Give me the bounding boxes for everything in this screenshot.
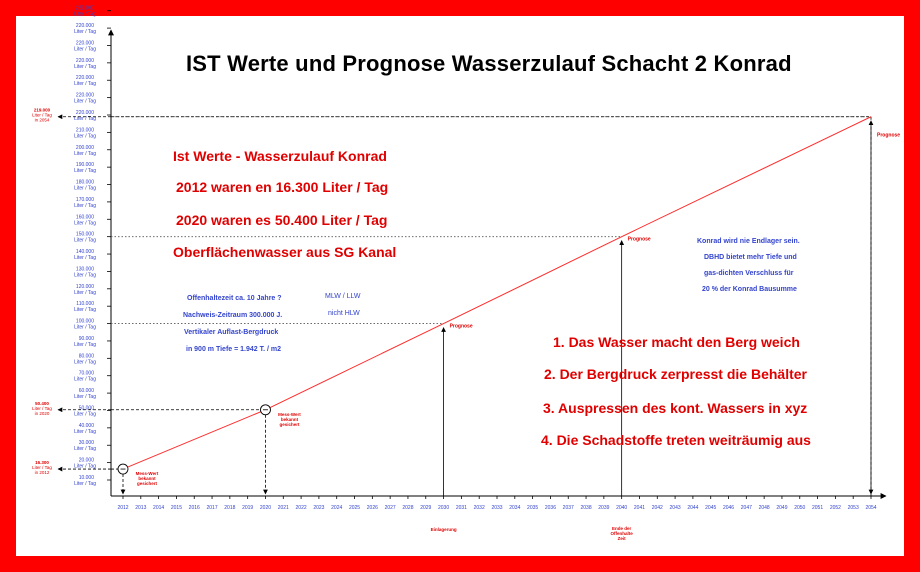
- x-tick-label-9: 2021: [277, 505, 289, 511]
- x-tick-label-22: 2034: [509, 505, 521, 511]
- y-tick-label-23: 220.000: [75, 75, 94, 82]
- y-tick-label-11: 120.000: [75, 283, 94, 290]
- konrad-note-3: gas-dichten Verschluss für: [704, 270, 794, 277]
- consequence-4: 4. Die Schadstoffe treten weiträumig aus: [541, 432, 811, 448]
- y-tick-unit-16: Liter / Tag: [74, 202, 96, 209]
- x-tick-label-42: 2054: [865, 505, 877, 511]
- y-tick-label-17: 180.000: [75, 179, 94, 186]
- x-tick-label-39: 2051: [812, 505, 824, 511]
- prognose-label-1: Prognose: [627, 236, 651, 243]
- left-marker-label-1-2: in 2020: [34, 410, 50, 416]
- y-tick-unit-3: Liter / Tag: [74, 428, 96, 435]
- left-marker-label-1-1: Liter / Tag: [32, 405, 52, 411]
- x-tick-label-37: 2049: [776, 505, 788, 511]
- point-label-1-2: gesichert: [279, 421, 300, 427]
- y-tick-unit-7: Liter / Tag: [74, 359, 96, 366]
- chart-title: IST Werte und Prognose Wasserzulauf Schacht 2 Konrad: [186, 51, 792, 76]
- x-tick-label-13: 2025: [348, 505, 361, 511]
- y-tick-label-0: 10.000: [78, 475, 94, 481]
- y-tick-unit-17: Liter / Tag: [74, 185, 96, 192]
- y-tick-label-22: 220.000: [75, 92, 94, 99]
- x-tick-label-33: 2045: [705, 505, 717, 511]
- y-tick-label-7: 80.000: [78, 353, 94, 360]
- y-tick-unit-10: Liter / Tag: [74, 307, 96, 314]
- left-marker-label-0-0: 16.300: [35, 460, 49, 466]
- x-tick-label-10: 2022: [295, 505, 307, 511]
- point-label-1-1: bekannt: [280, 416, 299, 422]
- y-tick-label-2: 30.000: [78, 440, 94, 447]
- x-tick-label-35: 2047: [740, 505, 752, 511]
- y-tick-unit-24: Liter / Tag: [74, 63, 96, 70]
- y-tick-label-3: 40.000: [78, 422, 94, 429]
- ist-line-1: Ist Werte - Wasserzulauf Konrad: [173, 148, 387, 164]
- y-tick-unit-0: Liter / Tag: [74, 481, 96, 487]
- x-annotation-1-1: Offenhalte: [610, 531, 633, 536]
- konrad-note-4: 20 % der Konrad Bausumme: [702, 286, 797, 293]
- y-tick-unit-23: Liter / Tag: [74, 81, 96, 88]
- y-tick-label-20: 210.000: [75, 127, 94, 134]
- consequence-2: 2. Der Bergdruck zerpresst die Behälter: [544, 366, 807, 382]
- y-tick-label-6: 70.000: [78, 370, 94, 377]
- x-annotation-1-0: Ende der: [612, 526, 632, 531]
- y-tick-unit-2: Liter / Tag: [74, 446, 96, 453]
- x-tick-label-38: 2050: [794, 505, 806, 511]
- point-label-1-0: Mess-Wert: [278, 411, 301, 417]
- x-tick-label-3: 2015: [170, 505, 182, 511]
- left-marker-label-0-2: in 2012: [34, 470, 50, 476]
- y-tick-label-12: 130.000: [75, 266, 94, 273]
- y-tick-unit-12: Liter / Tag: [74, 272, 96, 279]
- y-tick-unit-13: Liter / Tag: [74, 255, 96, 262]
- ist-line-3: 2020 waren es 50.400 Liter / Tag: [176, 212, 388, 228]
- y-tick-label-26: 220.000: [75, 23, 94, 30]
- y-tick-unit-18: Liter / Tag: [74, 168, 96, 175]
- x-annotation-1-2: Zeit: [617, 536, 626, 541]
- x-tick-label-26: 2038: [580, 505, 592, 511]
- y-tick-label-14: 150.000: [75, 231, 94, 238]
- point-label-0-0: Mess-Wert: [135, 471, 159, 477]
- y-tick-label-13: 140.000: [75, 249, 94, 256]
- left-marker-label-2-1: Liter / Tag: [32, 112, 52, 118]
- x-tick-label-5: 2017: [206, 505, 218, 511]
- x-tick-label-41: 2053: [847, 505, 859, 511]
- x-tick-label-12: 2024: [331, 505, 343, 511]
- y-tick-label-18: 190.000: [75, 162, 94, 169]
- y-tick-unit-4: Liter / Tag: [74, 411, 96, 418]
- x-tick-label-16: 2028: [402, 505, 414, 511]
- y-tick-label-16: 170.000: [75, 196, 94, 203]
- y-tick-label-1: 20.000: [78, 457, 94, 464]
- y-tick-label-4: 50.000: [78, 405, 94, 412]
- mlw-label-2: nicht HLW: [328, 310, 360, 317]
- y-tick-label-25: 220.000: [75, 40, 94, 47]
- x-tick-label-28: 2040: [616, 505, 628, 511]
- y-tick-unit-9: Liter / Tag: [74, 324, 96, 331]
- y-tick-unit-19: Liter / Tag: [74, 150, 96, 157]
- point-label-0-1: bekannt: [138, 476, 156, 482]
- y-tick-label-5: 60.000: [78, 388, 94, 395]
- x-tick-label-2: 2014: [153, 505, 165, 511]
- x-annotation-0-0: Einlagerung: [430, 527, 457, 532]
- info-line-3: Vertikaler Auflast-Bergdruck: [184, 329, 279, 336]
- y-tick-label-15: 160.000: [75, 214, 94, 221]
- y-tick-label-10: 110.000: [76, 301, 94, 308]
- y-tick-unit-26: Liter / Tag: [74, 29, 96, 36]
- x-tick-label-0: 2012: [117, 505, 129, 511]
- x-tick-label-23: 2035: [527, 505, 539, 511]
- x-tick-label-11: 2023: [313, 505, 325, 511]
- y-tick-unit-20: Liter / Tag: [74, 133, 96, 140]
- consequence-1: 1. Das Wasser macht den Berg weich: [553, 334, 800, 350]
- x-tick-label-18: 2030: [438, 505, 450, 511]
- x-tick-label-32: 2044: [687, 505, 699, 511]
- y-tick-label-27: 220.000: [75, 5, 94, 12]
- chart-frame: [16, 5, 904, 556]
- info-line-4: in 900 m Tiefe = 1.942 T. / m2: [186, 346, 282, 353]
- y-tick-label-9: 100.000: [75, 318, 94, 325]
- left-marker-label-1-0: 50.400: [35, 400, 49, 406]
- y-tick-label-19: 200.000: [75, 144, 94, 151]
- info-line-1: Offenhaltezeit ca. 10 Jahre ?: [187, 295, 282, 302]
- x-tick-label-40: 2052: [829, 505, 841, 511]
- x-tick-label-21: 2033: [491, 505, 503, 511]
- konrad-note-2: DBHD bietet mehr Tiefe und: [704, 254, 797, 261]
- ist-line-4: Oberflächenwasser aus SG Kanal: [173, 244, 397, 260]
- x-tick-label-7: 2019: [242, 505, 254, 511]
- point-label-0-2: gesichert: [136, 481, 158, 487]
- x-tick-label-24: 2036: [544, 505, 556, 511]
- info-line-2: Nachweis-Zeitraum 300.000 J.: [183, 312, 283, 319]
- y-tick-unit-1: Liter / Tag: [74, 463, 96, 470]
- ist-line-2: 2012 waren en 16.300 Liter / Tag: [176, 179, 389, 195]
- y-tick-label-24: 220.000: [75, 57, 94, 64]
- x-tick-label-15: 2027: [384, 505, 396, 511]
- left-marker-label-0-1: Liter / Tag: [32, 465, 52, 471]
- y-tick-unit-21: Liter / Tag: [74, 116, 96, 122]
- left-marker-label-2-0: 219.000: [33, 107, 51, 113]
- y-tick-unit-27: Liter / Tag: [74, 11, 96, 18]
- y-tick-unit-22: Liter / Tag: [74, 98, 96, 105]
- x-tick-label-27: 2039: [598, 505, 610, 511]
- x-tick-label-8: 2020: [259, 505, 272, 511]
- y-tick-unit-8: Liter / Tag: [74, 341, 96, 348]
- y-tick-unit-15: Liter / Tag: [74, 220, 96, 227]
- x-tick-label-36: 2048: [758, 505, 770, 511]
- prognose-label-2: Prognose: [877, 132, 901, 139]
- x-tick-label-19: 2031: [455, 505, 467, 511]
- consequence-3: 3. Auspressen des kont. Wassers in xyz: [543, 400, 808, 416]
- x-tick-label-30: 2042: [651, 505, 663, 511]
- x-tick-label-31: 2043: [669, 505, 681, 511]
- y-tick-unit-25: Liter / Tag: [74, 46, 96, 53]
- x-tick-label-20: 2032: [473, 505, 485, 511]
- x-tick-label-1: 2013: [135, 505, 147, 511]
- konrad-note-1: Konrad wird nie Endlager sein.: [697, 238, 800, 245]
- y-tick-unit-6: Liter / Tag: [74, 376, 96, 383]
- x-tick-label-29: 2041: [633, 505, 646, 511]
- x-tick-label-25: 2037: [562, 505, 574, 511]
- x-tick-label-17: 2029: [420, 505, 432, 511]
- x-tick-label-4: 2016: [188, 505, 200, 511]
- x-tick-label-14: 2026: [366, 505, 378, 511]
- y-tick-unit-5: Liter / Tag: [74, 394, 96, 401]
- mlw-label-1: MLW / LLW: [325, 293, 361, 300]
- y-tick-unit-14: Liter / Tag: [74, 237, 96, 244]
- prognose-label-0: Prognose: [449, 323, 473, 330]
- y-tick-label-21: 220.000: [75, 110, 94, 116]
- x-tick-label-6: 2018: [224, 505, 236, 511]
- left-marker-label-2-2: in 2054: [34, 117, 50, 123]
- x-tick-label-34: 2046: [722, 505, 735, 511]
- y-tick-label-8: 90.000: [78, 335, 94, 342]
- y-tick-unit-11: Liter / Tag: [74, 289, 96, 296]
